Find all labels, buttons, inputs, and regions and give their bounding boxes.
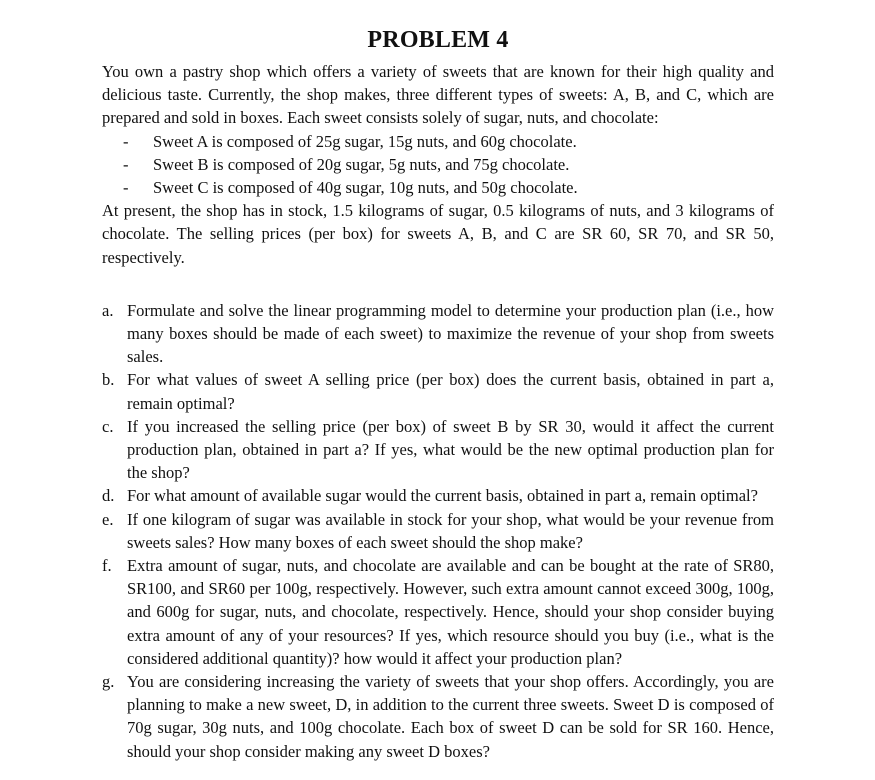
question-a <box>102 299 774 369</box>
question-list <box>102 299 774 763</box>
question-marker: b. <box>102 370 115 390</box>
list-item <box>123 176 774 199</box>
bullet-text: Sweet C is composed of 40g sugar, 10g nuts, and 50g chocolate. <box>153 178 578 198</box>
question-marker: g. <box>102 672 115 692</box>
bullet-dash: - <box>123 178 129 198</box>
page-title: PROBLEM 4 <box>367 27 509 53</box>
question-marker: d. <box>102 486 115 506</box>
question-marker: c. <box>102 416 114 436</box>
question-marker: a. <box>102 300 114 320</box>
intro-paragraph: You own a pastry shop which offers a variety of sweets that are known for their high quality and delicious taste. Currently, the shop makes, three different types of sweets: A, B, and C, which are prepared and sold in boxes. Each sweet consists solely of sugar, nuts, and chocolate: <box>102 62 774 128</box>
question-marker: f. <box>102 556 112 576</box>
sweet-composition-list <box>102 130 774 200</box>
question-text: Formulate and solve the linear programming model to determine your production plan (i.e., how many boxes should be made of each sweet) to maximize the revenue of your shop from sweets sales. <box>127 300 774 367</box>
question-f <box>102 554 774 670</box>
question-text: If you increased the selling price (per box) of sweet B by SR 30, would it affect the current production plan, obtained in part a? If yes, what would be the new optimal production plan for the shop? <box>127 416 774 483</box>
stock-paragraph: At present, the shop has in stock, 1.5 kilograms of sugar, 0.5 kilograms of nuts, and 3 kilograms of chocolate. The selling prices (per box) for sweets A, B, and C are SR 60, SR 70, and SR 50, respectively. <box>102 201 774 267</box>
bullet-dash: - <box>123 131 129 151</box>
question-text: Extra amount of sugar, nuts, and chocolate are available and can be bought at the rate of SR80, SR100, and SR60 per 100g, respectively. However, such extra amount cannot exceed 300g, 100g, and 600g for sugar, nuts, and chocolate, respectively. Hence, should your shop consider buying extra amount of any of your resources? If yes, which resource should you buy (i.e., what is the considered additional quantity)? how would it affect your production plan? <box>127 556 774 668</box>
question-d <box>102 484 774 507</box>
bullet-text: Sweet B is composed of 20g sugar, 5g nuts, and 75g chocolate. <box>153 154 570 174</box>
question-c <box>102 415 774 485</box>
question-marker: e. <box>102 509 114 529</box>
question-e <box>102 508 774 554</box>
question-g <box>102 670 774 763</box>
problem-document <box>102 26 774 763</box>
list-item <box>123 153 774 176</box>
bullet-text: Sweet A is composed of 25g sugar, 15g nuts, and 60g chocolate. <box>153 131 577 151</box>
question-text: You are considering increasing the variety of sweets that your shop offers. Accordingly, you are planning to make a new sweet, D, in addition to the current three sweets. Sweet D is composed of 70g sugar, 30g nuts, and 100g chocolate. Each box of sweet D can be sold for SR 160. Hence, should your shop consider making any sweet D boxes? <box>127 672 774 761</box>
question-text: For what values of sweet A selling price (per box) does the current basis, obtained in part a, remain optimal? <box>127 370 774 413</box>
question-text: If one kilogram of sugar was available in stock for your shop, what would be your revenue from sweets sales? How many boxes of each sweet should the shop make? <box>127 509 774 552</box>
question-text: For what amount of available sugar would the current basis, obtained in part a, remain optimal? <box>127 486 758 506</box>
question-b <box>102 368 774 414</box>
bullet-dash: - <box>123 154 129 174</box>
list-item <box>123 130 774 153</box>
